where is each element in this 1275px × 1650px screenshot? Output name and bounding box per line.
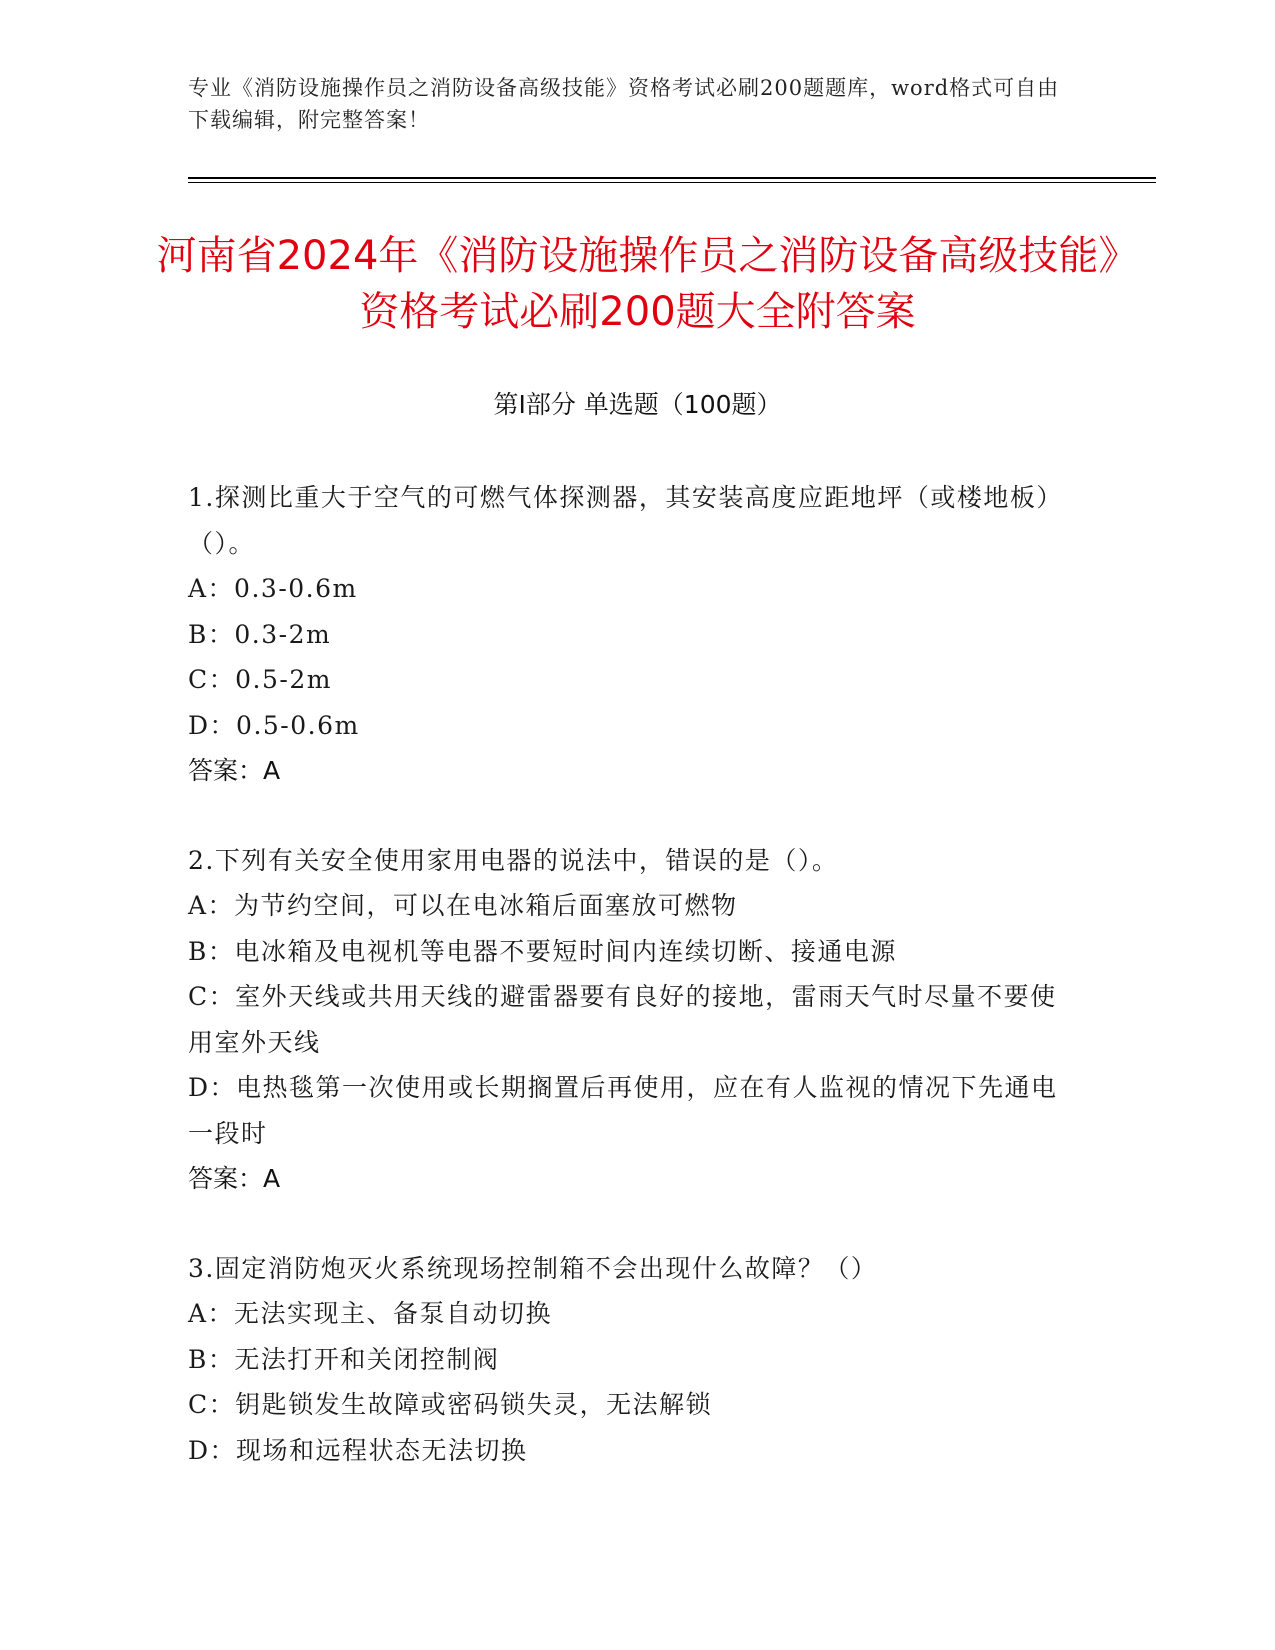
answer: 答案：A <box>188 756 281 785</box>
option-d: D：0.5-0.6m <box>188 710 360 740</box>
option-d: D：现场和远程状态无法切换 <box>188 1435 528 1465</box>
question-stem: 2.下列有关安全使用家用电器的说法中，错误的是（）。 <box>188 845 839 875</box>
option-a: A：无法实现主、备泵自动切换 <box>188 1299 553 1328</box>
option-d: D：电热毯第一次使用或长期搁置后再使用，应在有人监视的情况下先通电一段时 <box>188 1073 1058 1148</box>
document-title: 河南省2024年《消防设施操作员之消防设备高级技能》资格考试必刷200题大全附答案 <box>156 233 1119 335</box>
question-3 <box>188 1246 1068 1474</box>
question-1 <box>188 475 1068 794</box>
option-a: A：0.3-0.6m <box>188 574 358 603</box>
option-b: B：电冰箱及电视机等电器不要短时间内连续切断、接通电源 <box>188 936 897 966</box>
option-a: A：为节约空间，可以在电冰箱后面塞放可燃物 <box>188 891 738 920</box>
option-c: C：室外天线或共用天线的避雷器要有良好的接地，雷雨天气时尽量不要使用室外天线 <box>188 982 1057 1057</box>
option-b: B：0.3-2m <box>188 619 332 649</box>
header-divider-thick <box>188 177 1156 179</box>
question-stem: 1.探测比重大于空气的可燃气体探测器，其安装高度应距地坪（或楼地板）（）。 <box>188 483 1063 558</box>
section-title: 第Ⅰ部分 单选题（100题） <box>493 390 782 419</box>
question-list <box>188 475 1068 1517</box>
option-c: C：0.5-2m <box>188 665 332 694</box>
question-stem: 3.固定消防炮灭火系统现场控制箱不会出现什么故障？（） <box>188 1253 878 1283</box>
option-b: B：无法打开和关闭控制阀 <box>188 1344 500 1374</box>
header-note: 专业《消防设施操作员之消防设备高级技能》资格考试必刷200题题库，word格式可自由下载编辑，附完整答案！ <box>188 76 1060 132</box>
answer: 答案：A <box>188 1164 281 1193</box>
header-divider-thin <box>188 182 1156 183</box>
option-c: C：钥匙锁发生故障或密码锁失灵，无法解锁 <box>188 1390 713 1419</box>
question-2 <box>188 838 1068 1202</box>
